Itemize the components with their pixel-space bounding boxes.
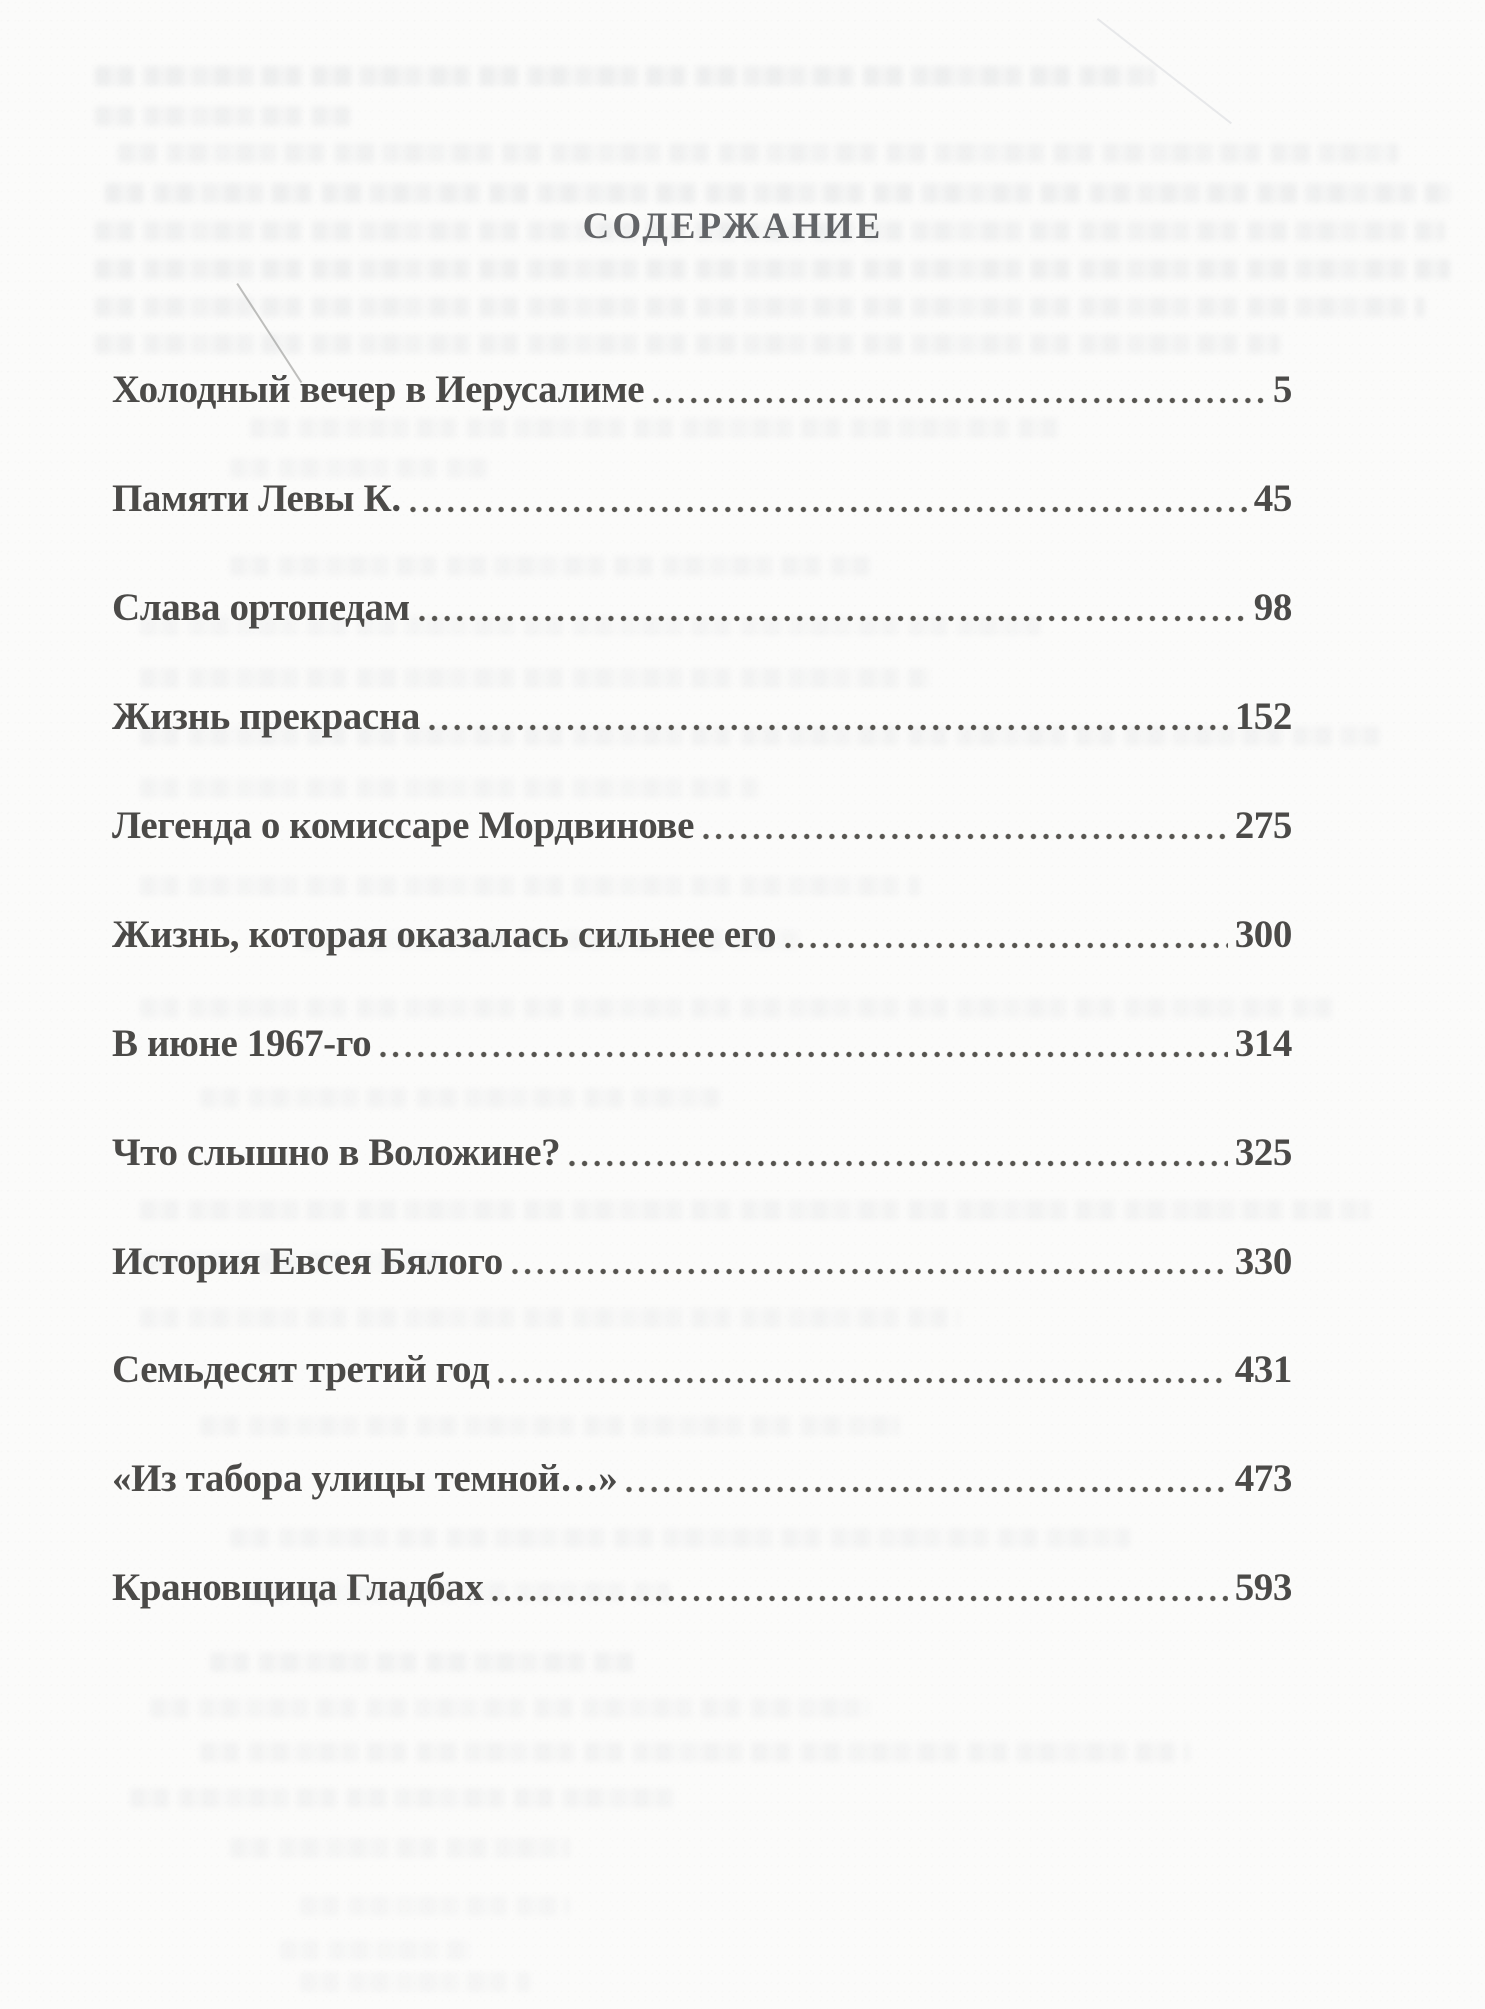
entry-page-number: 325 [1234, 1130, 1292, 1174]
bleed-through-smudge [95, 106, 350, 126]
toc-entry [112, 1239, 1292, 1283]
toc-entry [112, 1459, 1292, 1500]
table-of-contents [112, 205, 1292, 1609]
entry-title: Жизнь, которая оказалась сильнее его [112, 912, 777, 956]
dot-leader [492, 1594, 1227, 1603]
bleed-through-smudge [118, 143, 1398, 163]
toc-entry [112, 1130, 1292, 1174]
dot-leader [410, 505, 1247, 514]
entry-title: Памяти Левы К. [112, 476, 401, 520]
entry-title: Жизнь прекрасна [112, 694, 420, 738]
bleed-through-smudge [95, 66, 1155, 86]
entry-title: Легенда о комиссаре Мордвинове [112, 803, 695, 847]
entry-page-number: 473 [1234, 1457, 1292, 1501]
entry-title: История Евсея Бялого [112, 1239, 503, 1283]
entry-page-number: 330 [1234, 1239, 1292, 1283]
entry-page-number: 314 [1234, 1021, 1292, 1065]
entry-page-number: 5 [1272, 368, 1292, 411]
entry-page-number: 152 [1234, 694, 1292, 738]
entry-title: Крановщица Гладбах [112, 1566, 484, 1610]
dot-leader [626, 1485, 1227, 1494]
dot-leader [380, 1050, 1227, 1059]
bleed-through-smudge [300, 1896, 570, 1916]
entry-page-number: 45 [1253, 476, 1292, 520]
bleed-through-smudge [210, 1652, 640, 1672]
bleed-through-smudge [105, 183, 1450, 203]
toc-entry [112, 476, 1292, 520]
entry-title: Холодный вечер в Иерусалиме [112, 368, 645, 411]
toc-entry [112, 1568, 1292, 1609]
entry-title: Слава ортопедам [112, 585, 410, 629]
bleed-through-smudge [200, 1742, 1190, 1762]
dot-leader [569, 1159, 1227, 1168]
page-title: СОДЕРЖАНИЕ [582, 206, 884, 247]
toc-entry [112, 1350, 1292, 1391]
dot-leader [785, 941, 1228, 950]
toc-entry [112, 694, 1292, 738]
entry-page-number: 431 [1234, 1348, 1292, 1392]
toc-entry [112, 370, 1292, 411]
entry-page-number: 275 [1234, 803, 1292, 847]
toc-list [112, 370, 1292, 1609]
dot-leader [498, 1376, 1227, 1385]
dot-leader [653, 396, 1266, 405]
entry-title: Что слышно в Воложине? [112, 1130, 561, 1174]
bleed-through-smudge [280, 1940, 470, 1960]
bleed-through-smudge [150, 1698, 870, 1718]
dot-leader [703, 832, 1228, 841]
bleed-through-smudge [230, 1838, 570, 1858]
dot-leader [429, 723, 1228, 732]
dot-leader [512, 1267, 1228, 1276]
toc-entry [112, 1021, 1292, 1065]
toc-entry [112, 912, 1292, 956]
entry-title: «Из табора улицы темной…» [112, 1457, 618, 1501]
page-curl-artifact [1097, 18, 1232, 124]
entry-page-number: 593 [1234, 1566, 1292, 1610]
entry-title: В июне 1967-го [112, 1021, 372, 1065]
entry-page-number: 300 [1234, 912, 1292, 956]
dot-leader [419, 614, 1247, 623]
toc-entry [112, 585, 1292, 629]
bleed-through-smudge [130, 1788, 680, 1808]
entry-title: Семьдесят третий год [112, 1348, 490, 1392]
entry-page-number: 98 [1253, 585, 1292, 629]
toc-entry [112, 803, 1292, 847]
bleed-through-smudge [300, 1972, 530, 1992]
